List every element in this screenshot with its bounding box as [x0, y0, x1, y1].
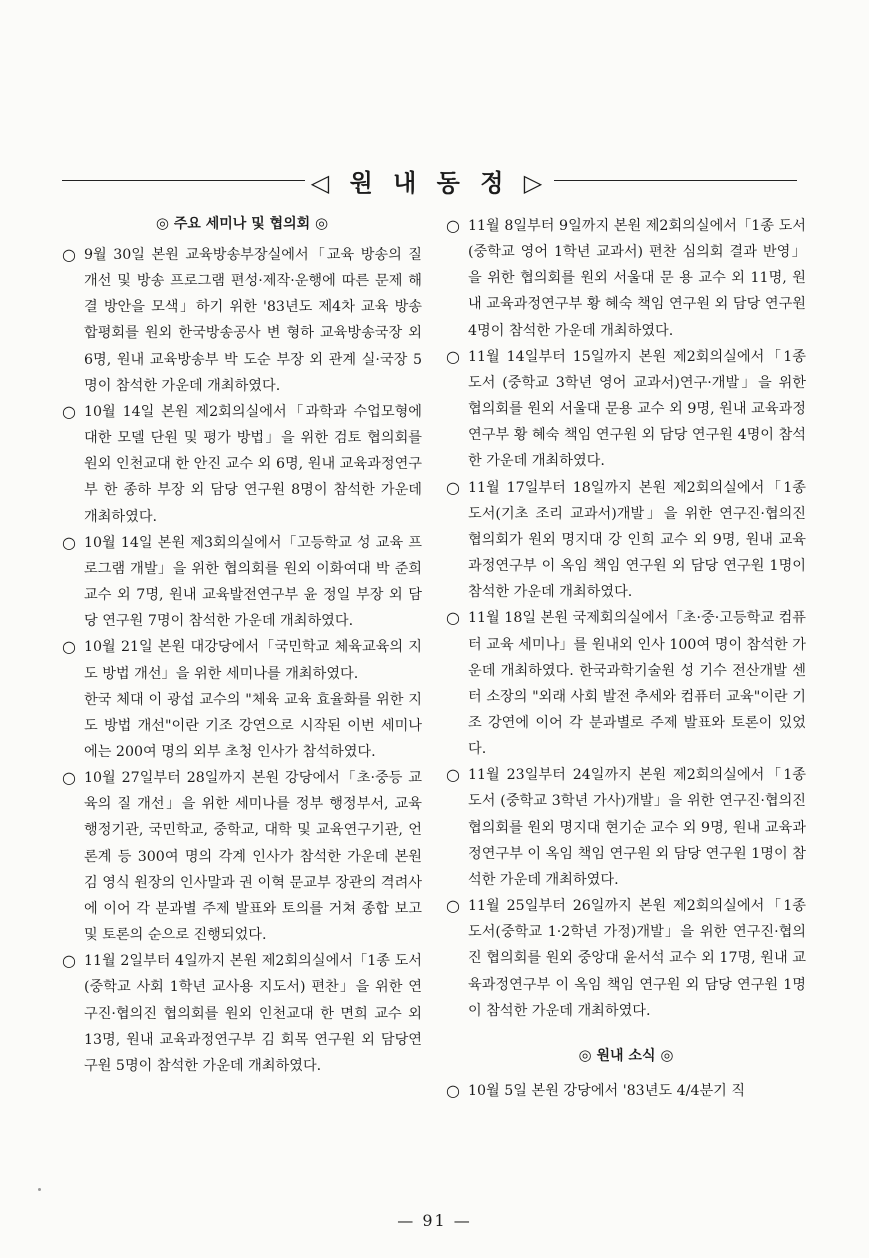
scan-speck [38, 1188, 41, 1191]
entry-paragraph: 10월 5일 본원 강당에서 '83년도 4/4분기 직 [468, 1082, 746, 1099]
list-item [446, 475, 806, 606]
entry-paragraph: 9월 30일 본원 교육방송부장실에서「교육 방송의 질 개선 및 방송 프로그램 편성·제작·운행에 따른 문제 해결 방안을 모색」하기 위한 '83년도 제4차 교육 방송 합평회를 원외 한국방송공사 변 형하 교육방송국장 외 6명, 원내 교육방송부 박 도순 부장 외 관계 실·국장 5명이 참석한 가운데 개최하였다. [84, 247, 422, 394]
circle-bullet-icon: ○ [446, 896, 460, 916]
list-item [62, 634, 422, 765]
circle-bullet-icon: ○ [446, 765, 460, 785]
double-circle-icon: ◎ [660, 1045, 674, 1064]
circle-bullet-icon: ○ [446, 1080, 460, 1100]
entry-paragraph: 10월 14일 본원 제2회의실에서「과학과 수업모형에 대한 모델 단원 및 평가 방법」을 위한 검토 협의회를 원외 인천교대 한 안진 교수 외 6명, 원내 교육과정연구부 한 종하 부장 외 담당 연구원 8명이 참석한 가운데 개최하였다. [84, 403, 422, 525]
entry-paragraph: 한국 체대 이 광섭 교수의 "체육 교육 효율화를 위한 지도 방법 개선"이란 기조 강연으로 시작된 이번 세미나에는 200여 명의 외부 초청 인사가 참석하였다. [84, 691, 422, 760]
entry-paragraph: 11월 2일부터 4일까지 본원 제2회의실에서「1종 도서(중학교 사회 1학년 교사용 지도서) 편찬」을 위한 연구진·협의진 협의회를 원외 인천교대 한 면희 교수 외 13명, 원내 교육과정연구부 김 회목 연구원 외 담당연구원 5명이 참석한 가운데 개최하였다. [84, 953, 422, 1074]
entry-paragraph: 10월 14일 본원 제3회의실에서「고등학교 성 교육 프로그램 개발」을 위한 협의회를 원외 이화여대 박 준희 교수 외 7명, 원내 교육발전연구부 윤 정일 부장 외 담당 연구원 7명이 참석한 가운데 개최하였다. [84, 534, 422, 630]
section-heading-seminars [62, 210, 422, 236]
list-item [62, 399, 422, 530]
page-title: ◁ 원 내 동 정 ▷ [310, 167, 549, 197]
news-entry-list [446, 1078, 806, 1104]
circle-bullet-icon: ○ [446, 216, 460, 235]
list-item [446, 344, 806, 475]
circle-bullet-icon: ○ [446, 346, 460, 366]
list-item [446, 762, 806, 893]
header-rule-right [554, 180, 797, 181]
left-column [62, 210, 422, 1079]
circle-bullet-icon: ○ [62, 768, 76, 788]
entry-paragraph: 11월 17일부터 18일까지 본원 제2회의실에서「1종 도서(기초 조리 교과서)개발」을 위한 연구진·협의진 협의회가 원외 명지대 강 인희 교수 외 9명, 원내 교육과정연구부 이 옥임 책임 연구원 외 담당 연구원 1명이 참석한 가운데 개최하였다. [468, 479, 806, 601]
section-heading-news [446, 1042, 806, 1068]
entry-paragraph: 11월 8일부터 9일까지 본원 제2회의실에서「1종 도서(중학교 영어 1학년 교과서) 편찬 심의회 결과 반영」을 위한 협의회를 원외 서울대 문 용 교수 외 11명, 원내 교육과정연구부 황 혜숙 책임 연구원 외 담당 연구원 4명이 참석한 가운데 개최하였다. [468, 218, 806, 339]
list-item [446, 893, 806, 1024]
list-item [62, 948, 422, 1079]
entry-paragraph: 10월 21일 본원 대강당에서「국민학교 체육교육의 지도 방법 개선」을 위한 세미나를 개최하였다. [84, 639, 422, 682]
circle-bullet-icon: ○ [62, 637, 76, 657]
list-item [62, 242, 422, 399]
circle-bullet-icon: ○ [446, 608, 460, 628]
list-item [446, 213, 806, 344]
section-header [62, 160, 797, 200]
double-circle-icon: ◎ [578, 1045, 592, 1064]
section-heading-text: 원내 소식 [596, 1047, 656, 1064]
circle-bullet-icon: ○ [62, 245, 76, 264]
list-item [62, 765, 422, 948]
circle-bullet-icon: ○ [62, 951, 76, 971]
right-entry-list [446, 213, 806, 1024]
double-circle-icon: ◎ [315, 214, 329, 232]
list-item [446, 605, 806, 762]
entry-paragraph: 11월 25일부터 26일까지 본원 제2회의실에서「1종 도서(중학교 1·2학년 가정)개발」을 위한 연구진·협의진 협의회를 원외 중앙대 윤서석 교수 외 17명, 원내 교육과정연구부 이 옥임 책임 연구원 외 담당 연구원 1명이 참석한 가운데 개최하였다. [468, 898, 806, 1019]
header-rule-left [62, 180, 305, 181]
circle-bullet-icon: ○ [62, 532, 76, 552]
left-entry-list [62, 242, 422, 1079]
list-item [62, 530, 422, 635]
page-number: — 91 — [397, 1211, 472, 1230]
circle-bullet-icon: ○ [446, 477, 460, 497]
entry-paragraph: 11월 18일 본원 국제회의실에서「초·중·고등학교 컴퓨터 교육 세미나」를 원내외 인사 100여 명이 참석한 가운데 개최하였다. 한국과학기술원 성 기수 전산개발 센터 소장의 "외래 사회 발전 추세와 컴퓨터 교육"이란 기조 강연에 이어 각 분과별로 주제 발표와 토론이 있었다. [468, 610, 806, 758]
section-heading-text: 주요 세미나 및 협의회 [173, 216, 311, 232]
entry-paragraph: 11월 14일부터 15일까지 본원 제2회의실에서「1종 도서 (중학교 3학년 영어 교과서)연구·개발」을 위한 협의회를 원외 서울대 문용 교수 외 9명, 원내 교육과정연구부 황 혜숙 책임 연구원 외 담당 연구원 4명이 참석한 가운데 개최하였다. [468, 348, 806, 470]
circle-bullet-icon: ○ [62, 401, 76, 421]
double-circle-icon: ◎ [155, 214, 169, 232]
right-column [446, 213, 806, 1104]
entry-paragraph: 11월 23일부터 24일까지 본원 제2회의실에서「1종 도서 (중학교 3학년 가사)개발」을 위한 연구진·협의진 협의회를 원외 명지대 현기순 교수 외 9명, 원내 교육과정연구부 이 옥임 책임 연구원 외 담당 연구원 1명이 참석한 가운데 개최하였다. [468, 767, 806, 888]
entry-paragraph: 10월 27일부터 28일까지 본원 강당에서「초·중등 교육의 질 개선」을 위한 세미나를 정부 행정부서, 교육행정기관, 국민학교, 중학교, 대학 및 교육연구기관, 언론계 등 300여 명의 각계 인사가 참석한 가운데 본원 김 영식 원장의 인사말과 권 이혁 문교부 장관의 격려사에 이어 각 분과별 주제 발표와 토의를 거쳐 종합 보고 및 토론의 순으로 진행되었다. [84, 770, 422, 944]
list-item [446, 1078, 806, 1104]
